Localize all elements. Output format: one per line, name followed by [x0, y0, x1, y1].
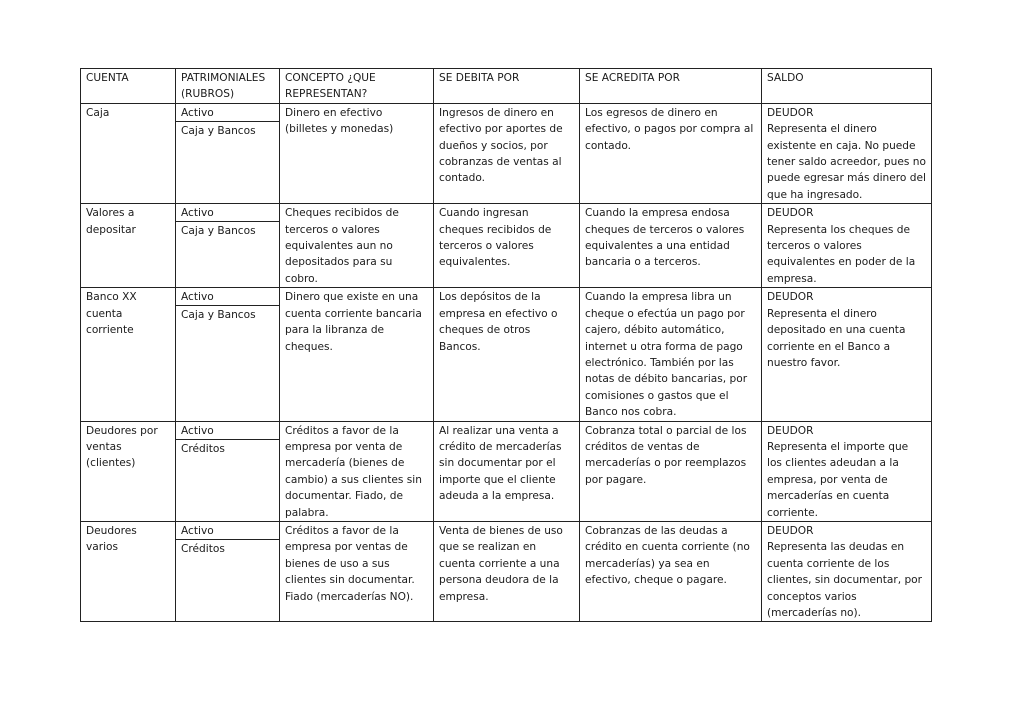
- cell-cuenta: Deudores varios: [81, 521, 176, 621]
- rubro-activo: Activo: [176, 422, 279, 440]
- cell-saldo: [762, 421, 932, 521]
- saldo-tipo: DEUDOR: [767, 106, 814, 119]
- rubro-tipo: Caja y Bancos: [181, 124, 256, 137]
- rubro-tipo: Créditos: [181, 542, 225, 555]
- rubro-activo: Activo: [176, 288, 279, 306]
- rubro-activo: Activo: [176, 522, 279, 540]
- cell-saldo: [762, 103, 932, 203]
- table-row: [81, 204, 932, 288]
- saldo-desc: Representa el importe que los clientes adeudan a la empresa, por venta de mercaderías en cuenta corriente.: [767, 440, 909, 519]
- table-header-row: [81, 69, 932, 104]
- accounts-table: [80, 68, 932, 622]
- cell-cuenta: Valores a depositar: [81, 204, 176, 288]
- table-row: [81, 421, 932, 521]
- cell-rubro: [176, 421, 280, 521]
- cell-acredita: Cuando la empresa libra un cheque o efectúa un pago por cajero, débito automático, internet u otra forma de pago electrónico. También por las notas de débito bancarias, por comisiones o gastos que el Banco nos cobra.: [580, 288, 762, 421]
- cell-rubro: [176, 103, 280, 203]
- cell-acredita: Cuando la empresa endosa cheques de terceros o valores equivalentes a una entidad bancaria o a terceros.: [580, 204, 762, 288]
- cell-saldo: [762, 204, 932, 288]
- rubro-tipo: Caja y Bancos: [181, 309, 256, 322]
- table-row: [81, 103, 932, 203]
- cell-rubro: [176, 521, 280, 621]
- saldo-desc: Representa las deudas en cuenta corriente de los clientes, sin documentar, por conceptos varios (mercaderías no).: [767, 541, 923, 619]
- cell-concepto: Dinero que existe en una cuenta corriente bancaria para la libranza de cheques.: [280, 288, 434, 421]
- cell-concepto: Dinero en efectivo (billetes y monedas): [280, 103, 434, 203]
- cell-acredita: Los egresos de dinero en efectivo, o pagos por compra al contado.: [580, 103, 762, 203]
- header-concepto: CONCEPTO ¿QUE REPRESENTAN?: [280, 69, 434, 104]
- cell-saldo: [762, 288, 932, 421]
- cell-acredita: Cobranza total o parcial de los créditos de ventas de mercaderías o por reemplazos por pagare.: [580, 421, 762, 521]
- rubro-tipo: Créditos: [181, 442, 225, 455]
- saldo-desc: Representa el dinero depositado en una cuenta corriente en el Banco a nuestro favor.: [767, 307, 906, 369]
- cell-rubro: [176, 204, 280, 288]
- saldo-tipo: DEUDOR: [767, 291, 814, 304]
- cell-acredita: Cobranzas de las deudas a crédito en cuenta corriente (no mercaderías) ya sea en efectivo, cheque o pagare.: [580, 521, 762, 621]
- saldo-desc: Representa el dinero existente en caja. No puede tener saldo acreedor, pues no puede egresar más dinero del que ha ingresado.: [767, 123, 926, 201]
- cell-debita: Al realizar una venta a crédito de mercaderías sin documentar por el importe que el cliente adeuda a la empresa.: [434, 421, 580, 521]
- cell-cuenta: Deudores por ventas (clientes): [81, 421, 176, 521]
- saldo-desc: Representa los cheques de terceros o valores equivalentes en poder de la empresa.: [767, 223, 916, 285]
- cell-saldo: [762, 521, 932, 621]
- rubro-tipo: Caja y Bancos: [181, 225, 256, 238]
- header-rubros: PATRIMONIALES (RUBROS): [176, 69, 280, 104]
- rubro-activo: Activo: [176, 104, 279, 122]
- cell-debita: Venta de bienes de uso que se realizan en cuenta corriente a una persona deudora de la empresa.: [434, 521, 580, 621]
- header-cuenta: CUENTA: [81, 69, 176, 104]
- saldo-tipo: DEUDOR: [767, 207, 814, 220]
- rubro-activo: Activo: [176, 204, 279, 222]
- table-row: [81, 521, 932, 621]
- header-saldo: SALDO: [762, 69, 932, 104]
- saldo-tipo: DEUDOR: [767, 424, 814, 437]
- saldo-tipo: DEUDOR: [767, 524, 814, 537]
- header-debita: SE DEBITA POR: [434, 69, 580, 104]
- cell-rubro: [176, 288, 280, 421]
- cell-debita: Los depósitos de la empresa en efectivo o cheques de otros Bancos.: [434, 288, 580, 421]
- cell-concepto: Créditos a favor de la empresa por venta de mercadería (bienes de cambio) a sus clientes sin documentar. Fiado, de palabra.: [280, 421, 434, 521]
- cell-cuenta: Caja: [81, 103, 176, 203]
- table-row: [81, 288, 932, 421]
- cell-concepto: Cheques recibidos de terceros o valores equivalentes aun no depositados para su cobro.: [280, 204, 434, 288]
- cell-debita: Ingresos de dinero en efectivo por aportes de dueños y socios, por cobranzas de ventas al contado.: [434, 103, 580, 203]
- cell-debita: Cuando ingresan cheques recibidos de terceros o valores equivalentes.: [434, 204, 580, 288]
- cell-cuenta: Banco XX cuenta corriente: [81, 288, 176, 421]
- cell-concepto: Créditos a favor de la empresa por ventas de bienes de uso a sus clientes sin documentar. Fiado (mercaderías NO).: [280, 521, 434, 621]
- header-acredita: SE ACREDITA POR: [580, 69, 762, 104]
